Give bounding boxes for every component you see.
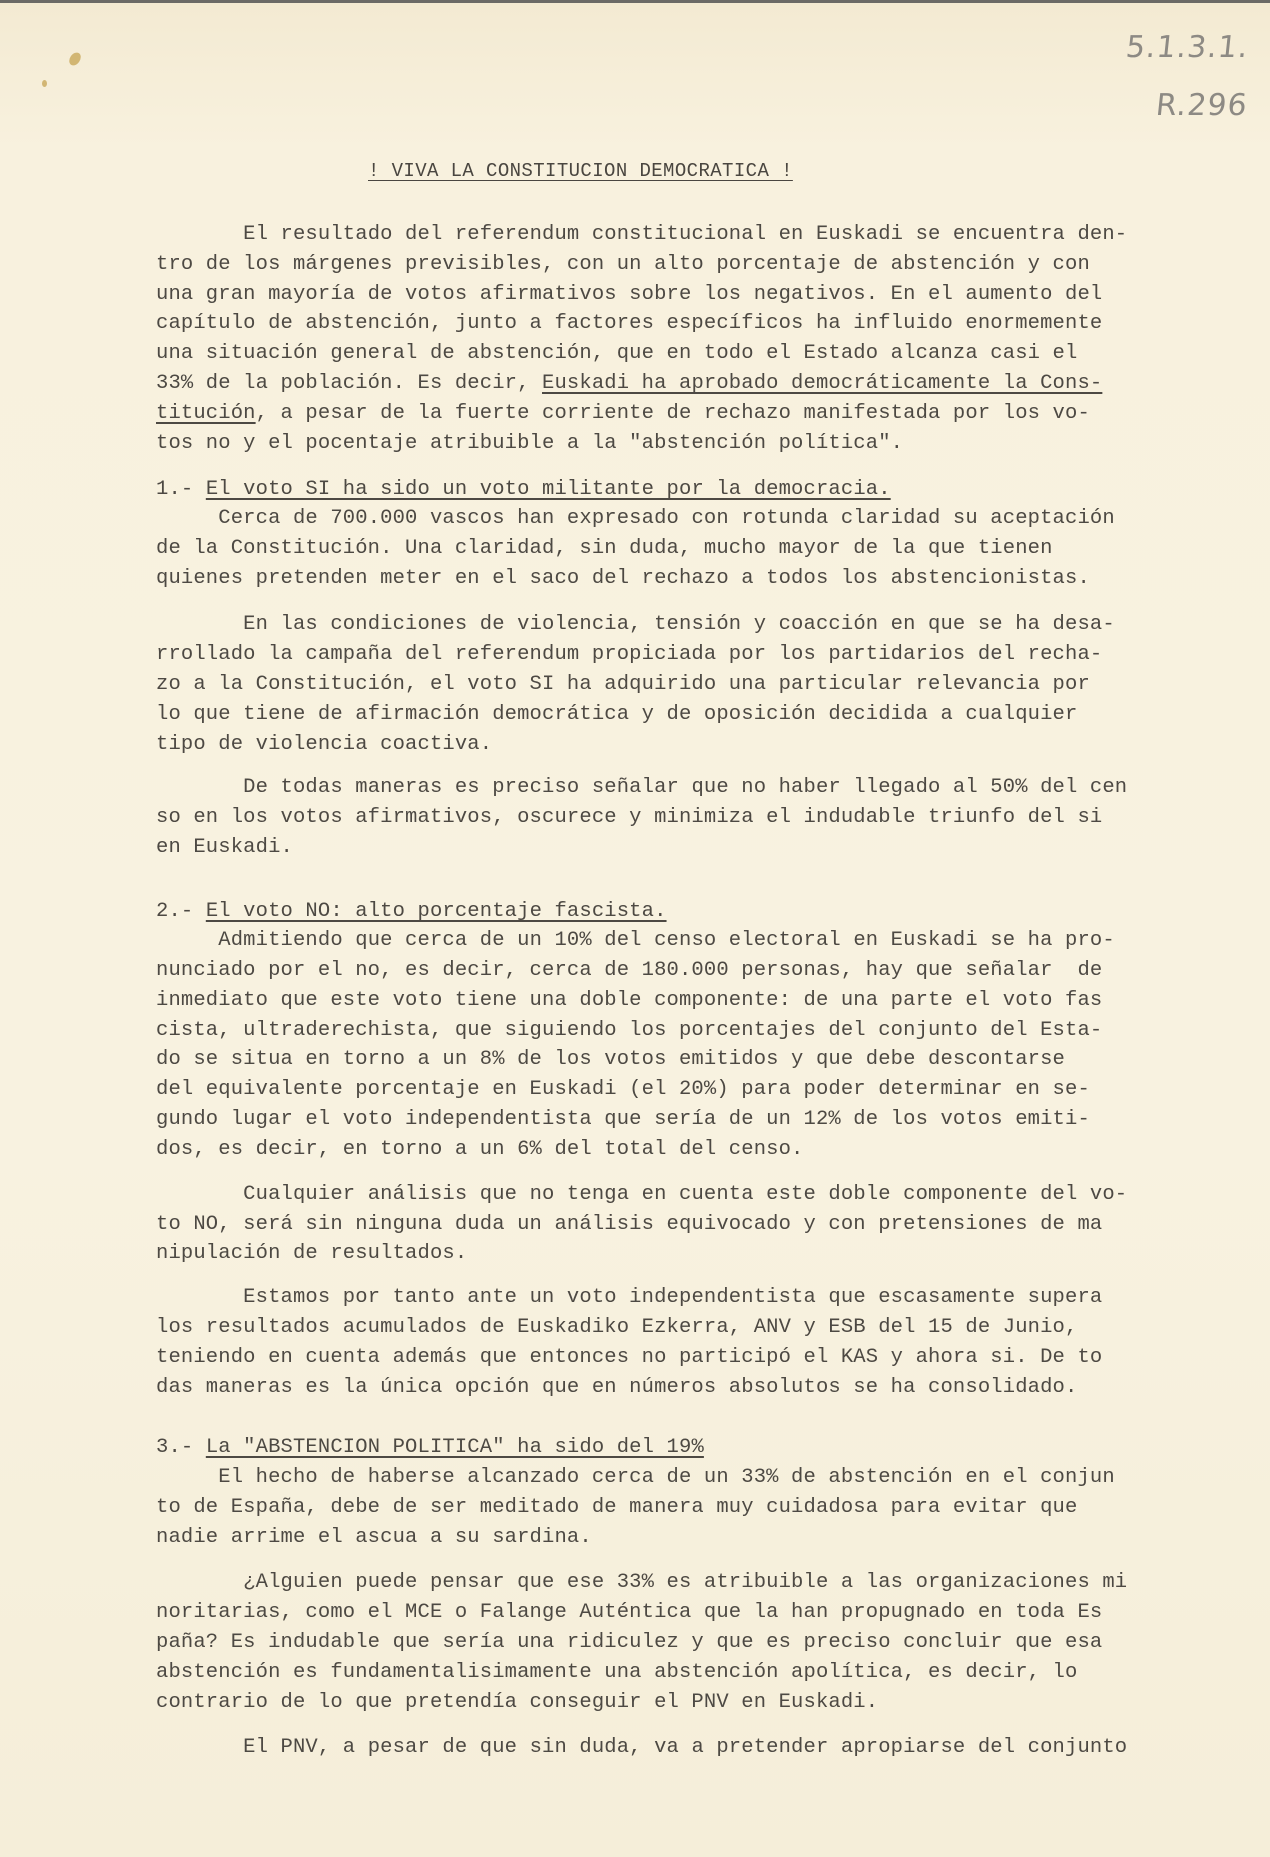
- text-line: do se situa en torno a un 8% de los votos emitidos y que debe descontarse: [156, 1048, 1065, 1071]
- text-line: Cerca de 700.000 vascos han expresado con rotunda claridad su aceptación: [218, 507, 1115, 530]
- text-line: so en los votos afirmativos, oscurece y minimiza el indudable triunfo del si: [156, 806, 1103, 829]
- text-line: das maneras es la única opción que en números absolutos se ha consolidado.: [156, 1376, 1078, 1399]
- text-line: El PNV, a pesar de que sin duda, va a pretender apropiarse del conjunto: [243, 1736, 1128, 1759]
- text-line: nunciado por el no, es decir, cerca de 180.000 personas, hay que señalar de: [156, 959, 1103, 982]
- text-line: lo que tiene de afirmación democrática y de oposición decidida a cualquier: [156, 703, 1078, 726]
- text-line: teniendo en cuenta además que entonces no participó el KAS y ahora si. De to: [156, 1346, 1103, 1369]
- text-line: dos, es decir, en torno a un 6% del total del censo.: [156, 1138, 804, 1161]
- section-1-heading: 1.- El voto SI ha sido un voto militante por la democracia.: [156, 478, 891, 501]
- document-title: ! VIVA LA CONSTITUCION DEMOCRATICA !: [368, 160, 793, 182]
- text-line: Admitiendo que cerca de un 10% del censo electoral en Euskadi se ha pro-: [218, 929, 1115, 952]
- text-line: titución, a pesar de la fuerte corriente de rechazo manifestada por los vo-: [156, 402, 1090, 425]
- text-line: de la Constitución. Una claridad, sin duda, mucho mayor de la que tienen: [156, 537, 1053, 560]
- text-line: en Euskadi.: [156, 836, 293, 859]
- ink-stain: [67, 50, 83, 67]
- text-line: tro de los márgenes previsibles, con un alto porcentaje de abstención y con: [156, 253, 1090, 276]
- text-line: nipulación de resultados.: [156, 1242, 468, 1265]
- text-line: contrario de lo que pretendía conseguir el PNV en Euskadi.: [156, 1691, 879, 1714]
- text-line: una gran mayoría de votos afirmativos sobre los negativos. En el aumento del: [156, 283, 1103, 306]
- text-line: to NO, será sin ninguna duda un análisis equivocado y con pretensiones de ma: [156, 1213, 1103, 1236]
- text-line: 33% de la población. Es decir, Euskadi ha aprobado democráticamente la Cons-: [156, 372, 1103, 395]
- text-line: ¿Alguien puede pensar que ese 33% es atribuible a las organizaciones mi: [243, 1571, 1128, 1594]
- text-line: to de España, debe de ser meditado de manera muy cuidadosa para evitar que: [156, 1496, 1078, 1519]
- text-line: gundo lugar el voto independentista que sería de un 12% de los votos emiti-: [156, 1108, 1090, 1131]
- text-line: tipo de violencia coactiva.: [156, 733, 493, 756]
- text-line: noritarias, como el MCE o Falange Auténtica que la han propugnado en toda Es: [156, 1601, 1103, 1624]
- text-line: zo a la Constitución, el voto SI ha adquirido una particular relevancia por: [156, 673, 1090, 696]
- text-line: abstención es fundamentalisimamente una abstención apolítica, es decir, lo: [156, 1661, 1078, 1684]
- text-line: Estamos por tanto ante un voto independentista que escasamente supera: [243, 1286, 1103, 1309]
- text-line: El hecho de haberse alcanzado cerca de un 33% de abstención en el conjun: [218, 1466, 1115, 1489]
- archive-code-handwritten: 5.1.3.1.: [1123, 30, 1250, 65]
- text-line: De todas maneras es preciso señalar que no haber llegado al 50% del cen: [243, 776, 1128, 799]
- text-line: Cualquier análisis que no tenga en cuenta este doble componente del vo-: [243, 1183, 1128, 1206]
- text-line: El resultado del referendum constitucional en Euskadi se encuentra den-: [243, 223, 1128, 246]
- text-line: nadie arrime el ascua a su sardina.: [156, 1526, 592, 1549]
- text-line: una situación general de abstención, que en todo el Estado alcanza casi el: [156, 342, 1078, 365]
- archive-ref-handwritten: R.296: [1154, 88, 1250, 123]
- text-line: rrollado la campaña del referendum propiciada por los partidarios del recha-: [156, 643, 1103, 666]
- underlined-phrase: Euskadi ha aprobado democráticamente la Cons-: [542, 372, 1103, 395]
- section-2-heading: 2.- El voto NO: alto porcentaje fascista.: [156, 900, 667, 923]
- text-line: paña? Es indudable que sería una ridiculez y que es preciso concluir que esa: [156, 1631, 1103, 1654]
- text-line: inmediato que este voto tiene una doble componente: de una parte el voto fas: [156, 989, 1103, 1012]
- ink-stain: [42, 80, 47, 87]
- text-line: cista, ultraderechista, que siguiendo los porcentajes del conjunto del Esta-: [156, 1019, 1103, 1042]
- text-line: En las condiciones de violencia, tensión y coacción en que se ha desa-: [243, 613, 1115, 636]
- text-line: capítulo de abstención, junto a factores específicos ha influido enormemente: [156, 312, 1103, 335]
- scan-edge: [0, 0, 1270, 3]
- text-line: tos no y el pocentaje atribuible a la "abstención política".: [156, 432, 904, 455]
- underlined-phrase: titución: [156, 402, 256, 425]
- text-line: los resultados acumulados de Euskadiko Ezkerra, ANV y ESB del 15 de Junio,: [156, 1316, 1078, 1339]
- text-line: del equivalente porcentaje en Euskadi (el 20%) para poder determinar en se-: [156, 1078, 1090, 1101]
- section-3-heading: 3.- La "ABSTENCION POLITICA" ha sido del 19%: [156, 1436, 704, 1459]
- text-line: quienes pretenden meter en el saco del rechazo a todos los abstencionistas.: [156, 567, 1090, 590]
